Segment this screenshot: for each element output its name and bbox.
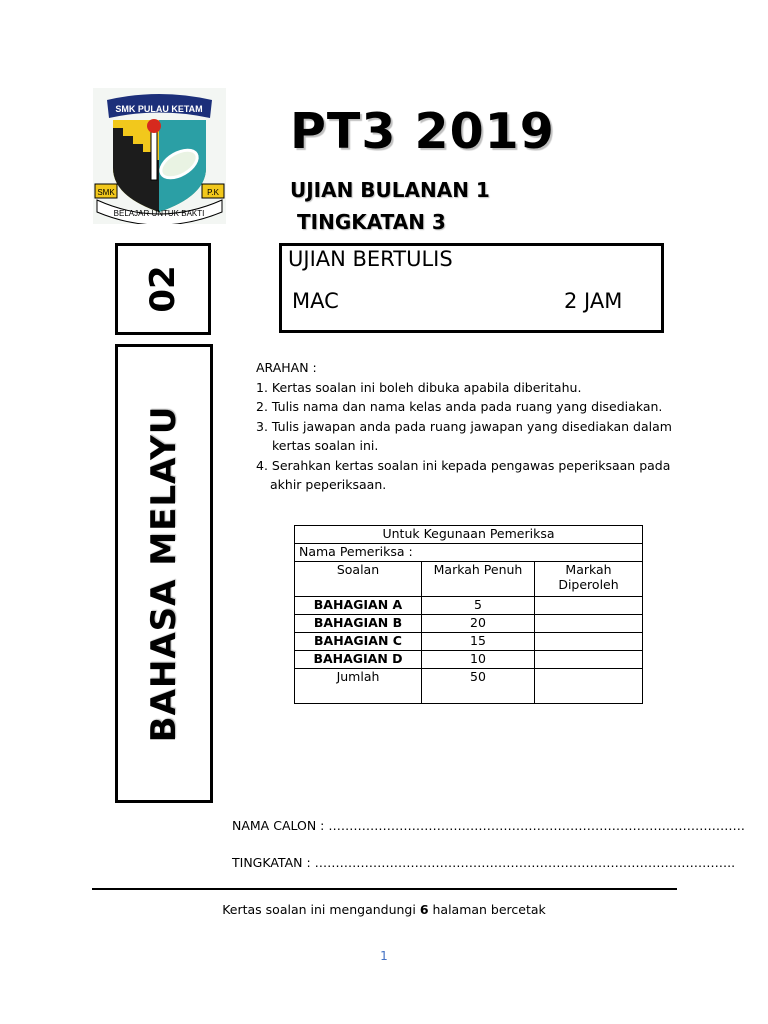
table-row [295,597,643,615]
total-obtained-marks [535,669,643,704]
obtained-marks-cell [535,597,643,615]
crest-top-text: SMK PULAU KETAM [115,104,203,114]
col-header-question: Soalan [295,562,422,597]
obtained-marks-cell [535,615,643,633]
instruction-text: Serahkan kertas soalan ini kepada pengawas peperiksaan pada [271,457,671,473]
instructions-heading: ARAHAN : [256,360,317,375]
table-caption-row [295,526,643,544]
page-count-note [0,902,768,917]
paper-number-box [115,243,211,335]
page-count-prefix: Kertas soalan ini mengandungi [222,902,420,917]
table-header-row [295,562,643,597]
instruction-item [256,397,686,417]
section-cell: BAHAGIAN B [295,615,422,633]
subject-box [115,344,213,803]
examiner-name-row [295,544,643,562]
obtained-marks-cell [535,633,643,651]
full-marks-cell: 5 [422,597,535,615]
section-cell: BAHAGIAN A [295,597,422,615]
crest-flame [147,119,161,133]
full-marks-cell: 10 [422,651,535,669]
page-number: 1 [380,949,388,963]
section-cell: BAHAGIAN C [295,633,422,651]
exam-duration: 2 JAM [564,289,623,313]
instruction-number: 2. [256,399,268,414]
exam-type: UJIAN BERTULIS [288,247,453,271]
total-label: Jumlah [295,669,422,704]
col-header-obtained-line1: Markah [565,562,612,577]
obtained-marks-cell [535,651,643,669]
full-marks-cell: 20 [422,615,535,633]
candidate-name-field: NAMA CALON : ………………………………………………………………………………………. [232,818,745,833]
instruction-number: 3. [256,418,268,434]
paper-number: 02 [143,265,183,313]
section-cell: BAHAGIAN D [295,651,422,669]
subject-name: BAHASA MELAYU [144,405,184,742]
candidate-form-field: TINGKATAN : ……………………………………………………………………………………….. [232,855,736,870]
page-title: PT3 2019 [290,103,555,160]
examiner-marks-table [294,525,643,704]
exam-info-box [279,243,664,333]
instruction-number: 1. [256,379,268,395]
col-header-obtained-line2: Diperoleh [558,577,619,592]
instruction-text: Tulis nama dan nama kelas anda pada ruang yang disediakan. [271,399,663,414]
school-logo [93,88,226,224]
instructions [256,358,686,495]
crest-pen [151,128,157,180]
instruction-number: 4. [256,457,268,473]
exam-subtitle: UJIAN BULANAN 1 [290,178,490,202]
instruction-continuation: kertas soalan ini. [272,438,379,453]
instruction-item [256,456,686,476]
school-crest-icon [93,88,226,224]
footer-divider [92,888,677,890]
table-row [295,615,643,633]
examiner-name-label: Nama Pemeriksa : [295,544,643,562]
table-caption: Untuk Kegunaan Pemeriksa [295,526,643,544]
crest-right-badge-text: P.K [207,188,219,197]
instruction-text: Tulis jawapan anda pada ruang jawapan yang disediakan dalam [271,418,672,434]
crest-motto-text: BELAJAR UNTUK BAKTI [113,209,205,218]
table-row [295,633,643,651]
col-header-obtained [535,562,643,597]
form-level-subtitle: TINGKATAN 3 [297,210,446,234]
table-total-row [295,669,643,704]
col-header-full-marks: Markah Penuh [422,562,535,597]
instruction-text: Kertas soalan ini boleh dibuka apabila diberitahu. [271,379,582,395]
page-count-value: 6 [419,902,429,917]
total-full-marks: 50 [422,669,535,704]
table-row [295,651,643,669]
crest-left-badge-text: SMK [97,188,115,197]
full-marks-cell: 15 [422,633,535,651]
exam-month: MAC [292,289,339,313]
instruction-continuation: akhir peperiksaan. [270,477,387,492]
instruction-item [256,417,686,437]
page-count-suffix: halaman bercetak [428,902,546,917]
instruction-item [256,378,686,398]
